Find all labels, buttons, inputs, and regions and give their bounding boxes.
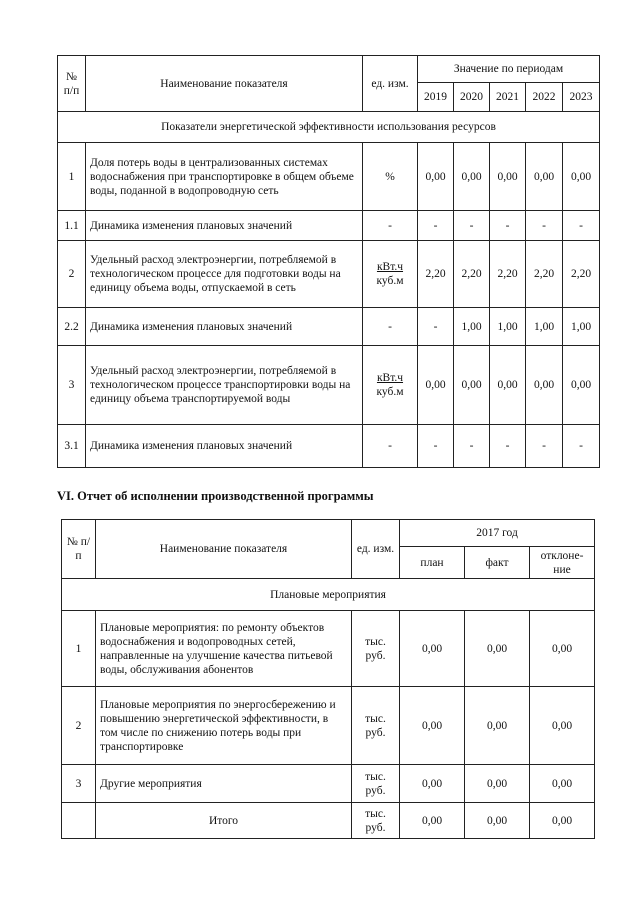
row-fact: 0,00 xyxy=(465,765,530,803)
row-num: 1.1 xyxy=(58,211,86,241)
header-plan: план xyxy=(400,547,465,579)
table-row xyxy=(58,211,600,241)
row-value: 0,00 xyxy=(418,143,454,211)
unit-bottom: куб.м xyxy=(376,386,404,398)
row-value: 2,20 xyxy=(563,241,600,308)
row-plan: 0,00 xyxy=(400,803,465,839)
production-program-table xyxy=(61,519,595,839)
row-fact: 0,00 xyxy=(465,803,530,839)
header-name: Наименование показателя xyxy=(86,56,363,112)
row-value: - xyxy=(563,211,600,241)
section-heading: VI. Отчет об исполнении производственной программы xyxy=(57,489,374,503)
row-value: 0,00 xyxy=(454,346,490,425)
row-value: - xyxy=(418,308,454,346)
header-year: 2017 год xyxy=(400,520,595,547)
row-unit xyxy=(363,308,418,346)
header-fact: факт xyxy=(465,547,530,579)
row-deviation: 0,00 xyxy=(530,765,595,803)
total-row xyxy=(62,803,595,839)
row-name: Плановые мероприятия по энергосбережению и повышению энергетической эффективности, в том числе по снижению потерь воды при транспортировке xyxy=(96,687,352,765)
table-row xyxy=(58,241,600,308)
header-name: Наименование показателя xyxy=(96,520,352,579)
row-value: 0,00 xyxy=(490,143,526,211)
unit-top: кВт.ч xyxy=(376,261,404,273)
row-value: - xyxy=(454,425,490,468)
row-name: Динамика изменения плановых значений xyxy=(86,211,363,241)
table-row xyxy=(58,346,600,425)
row-value: 0,00 xyxy=(563,346,600,425)
row-unit xyxy=(363,346,418,425)
unit-top: - xyxy=(388,440,392,452)
row-value: - xyxy=(490,211,526,241)
row-num: 2.2 xyxy=(58,308,86,346)
row-fact: 0,00 xyxy=(465,687,530,765)
row-deviation: 0,00 xyxy=(530,687,595,765)
row-deviation: 0,00 xyxy=(530,611,595,687)
unit-top: % xyxy=(385,170,395,183)
row-value: 0,00 xyxy=(526,346,563,425)
row-value: 0,00 xyxy=(490,346,526,425)
row-name: Другие мероприятия xyxy=(96,765,352,803)
row-num: 1 xyxy=(58,143,86,211)
table-row xyxy=(62,687,595,765)
row-name: Удельный расход электроэнергии, потребляемой в технологическом процессе для подготовки воды на единицу объема воды, отпускаемой в сеть xyxy=(86,241,363,308)
row-value: 1,00 xyxy=(563,308,600,346)
row-num: 1 xyxy=(62,611,96,687)
total-label: Итого xyxy=(96,803,352,839)
row-value: - xyxy=(526,211,563,241)
row-name: Удельный расход электроэнергии, потребляемой в технологическом процессе транспортировки воды на единицу объема транспортируемой воды xyxy=(86,346,363,425)
row-plan: 0,00 xyxy=(400,687,465,765)
row-name: Динамика изменения плановых значений xyxy=(86,308,363,346)
unit-bottom: куб.м xyxy=(376,275,404,287)
header-year: 2022 xyxy=(526,83,563,112)
header-year: 2019 xyxy=(418,83,454,112)
header-deviation: отклоне-ние xyxy=(530,547,595,579)
row-value: 0,00 xyxy=(563,143,600,211)
row-value: - xyxy=(563,425,600,468)
row-value: 2,20 xyxy=(526,241,563,308)
unit-top: - xyxy=(388,219,392,232)
row-value: 1,00 xyxy=(526,308,563,346)
row-value: - xyxy=(418,425,454,468)
table-row xyxy=(58,308,600,346)
row-value: 2,20 xyxy=(490,241,526,308)
row-value: 0,00 xyxy=(454,143,490,211)
row-value: 0,00 xyxy=(526,143,563,211)
row-unit: тыс. руб. xyxy=(352,611,400,687)
header-periods: Значение по периодам xyxy=(418,56,600,83)
header-year: 2020 xyxy=(454,83,490,112)
section-row: Показатели энергетической эффективности использования ресурсов xyxy=(58,112,600,143)
section-row: Плановые мероприятия xyxy=(62,579,595,611)
row-num: 3 xyxy=(62,765,96,803)
header-year: 2021 xyxy=(490,83,526,112)
header-unit: ед. изм. xyxy=(363,56,418,112)
row-name: Доля потерь воды в централизованных системах водоснабжения при транспортировке в общем объеме воды, поданной в водопроводную сеть xyxy=(86,143,363,211)
row-unit xyxy=(363,425,418,468)
row-value: 2,20 xyxy=(454,241,490,308)
row-name: Плановые мероприятия: по ремонту объектов водоснабжения и водопроводных сетей, направленные на улучшение качества питьевой воды, обслуживания абонентов xyxy=(96,611,352,687)
table-row xyxy=(58,425,600,468)
row-plan: 0,00 xyxy=(400,611,465,687)
table-row xyxy=(58,143,600,211)
row-num: 3 xyxy=(58,346,86,425)
row-unit: тыс. руб. xyxy=(352,803,400,839)
unit-top: - xyxy=(388,320,392,333)
row-unit: тыс. руб. xyxy=(352,687,400,765)
header-num: № п/п xyxy=(58,56,86,112)
row-unit xyxy=(363,143,418,211)
energy-efficiency-table xyxy=(57,55,600,468)
row-unit xyxy=(363,211,418,241)
header-unit: ед. изм. xyxy=(352,520,400,579)
row-num: 2 xyxy=(62,687,96,765)
row-value: 1,00 xyxy=(454,308,490,346)
row-num xyxy=(62,803,96,839)
header-num: № п/п xyxy=(62,520,96,579)
row-unit: тыс. руб. xyxy=(352,765,400,803)
row-value: - xyxy=(418,211,454,241)
row-name: Динамика изменения плановых значений xyxy=(86,425,363,468)
row-unit xyxy=(363,241,418,308)
row-deviation: 0,00 xyxy=(530,803,595,839)
row-value: 1,00 xyxy=(490,308,526,346)
row-value: 0,00 xyxy=(418,346,454,425)
row-value: - xyxy=(490,425,526,468)
row-plan: 0,00 xyxy=(400,765,465,803)
unit-top: кВт.ч xyxy=(376,372,404,384)
row-value: - xyxy=(454,211,490,241)
row-value: 2,20 xyxy=(418,241,454,308)
row-num: 2 xyxy=(58,241,86,308)
table-row xyxy=(62,765,595,803)
row-num: 3.1 xyxy=(58,425,86,468)
header-year: 2023 xyxy=(563,83,600,112)
table-row xyxy=(62,611,595,687)
row-value: - xyxy=(526,425,563,468)
row-fact: 0,00 xyxy=(465,611,530,687)
